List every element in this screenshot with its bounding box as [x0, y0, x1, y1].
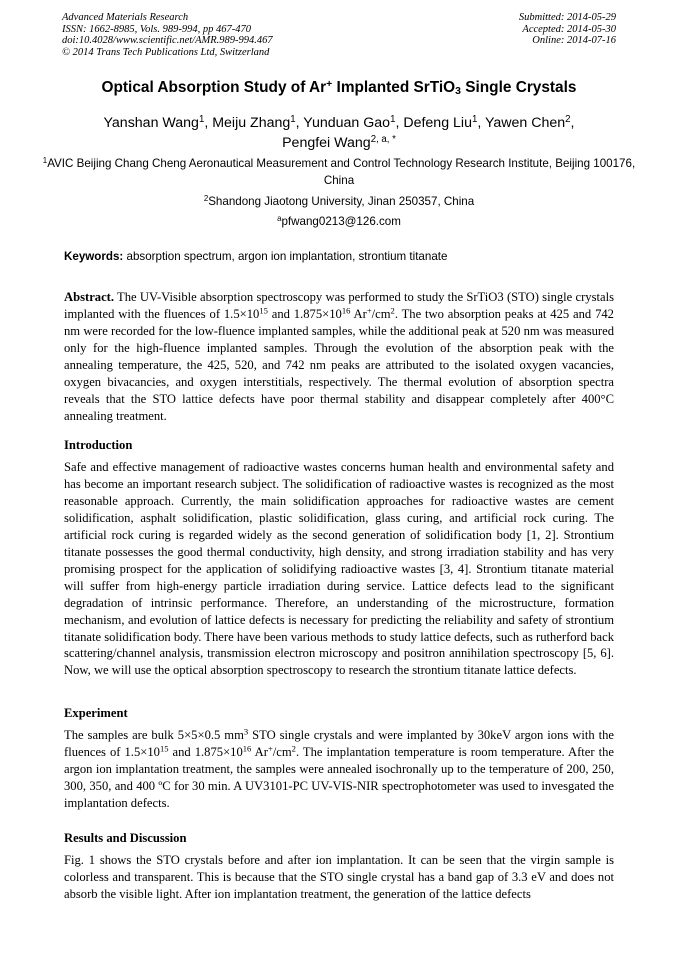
- dates-header: [519, 12, 616, 47]
- experiment-text: and 1.875×10: [168, 744, 243, 759]
- online-date: Online: 2014-07-16: [532, 35, 616, 46]
- title-subscript: 3: [455, 86, 461, 98]
- author-name: Meiju Zhang: [212, 115, 291, 131]
- author-separator: ,: [295, 115, 304, 131]
- author-affiliation-mark: 2: [565, 114, 571, 126]
- author: [303, 115, 403, 131]
- affiliation-mark: 1: [42, 156, 48, 166]
- exponent: 2: [291, 743, 296, 754]
- abstract-text: . The two absorption peaks at 425 and 742 nm were recorded for the low-fluence implanted samples, while the additional peak at 520 nm was measured only for the high-fluence implanted samples. Through the evolution of the absorption peak with the annealing temperature, the 425, 520, and 742 nm peaks are attributed to the isolated oxygen vacancies, oxygen bivacancies, and oxygen interstitials, respectively. The thermal evolution of absorption spectra reveals that the STO lattice defects have poor thermal stability and disappear completely after 400°C annealing treatment.: [64, 306, 614, 423]
- title-part: Optical Absorption Study of Ar: [101, 79, 327, 96]
- title-part: Single Crystals: [460, 79, 577, 96]
- exponent: 16: [341, 305, 351, 316]
- journal-header: [62, 12, 273, 58]
- author-affiliation-mark: 1: [390, 114, 396, 126]
- affiliation-mark: 2: [203, 194, 209, 204]
- author-separator: ,: [204, 115, 213, 131]
- submitted-date: Submitted: 2014-05-29: [518, 12, 616, 23]
- affiliation-text: AVIC Beijing Chang Cheng Aeronautical Measurement and Control Technology Research Institute, Beijing 100176, China: [47, 157, 636, 187]
- exponent: +: [366, 305, 372, 316]
- experiment-text: . The implantation temperature is room temperature. After the argon ion implantation treatment, the samples were annealed isochronally up to the temperature of 200, 250, 300, 350, and 400 ºC for 30 min. A UV3101-PC UV-VIS-NIR spectrophotometer was used to invesgated the implantation defects.: [64, 744, 614, 810]
- abstract-paragraph: [64, 289, 614, 425]
- results-heading: Results and Discussion: [64, 831, 187, 845]
- results-paragraph: Fig. 1 shows the STO crystals before and after ion implantation. It can be seen that the virgin sample is colorless and transparent. This is because that the STO single crystal has a band gap of 3.3 eV and does not absorb the visible light. After ion implantation treatment, the generation of the lattice defects: [64, 853, 614, 901]
- title-superscript: +: [326, 78, 333, 90]
- author-affiliation-mark: 2, a, *: [370, 134, 396, 146]
- author: [282, 135, 396, 151]
- keywords: [64, 249, 624, 265]
- author-separator: ,: [395, 115, 404, 131]
- keywords-text: absorption spectrum, argon ion implantation, strontium titanate: [123, 250, 448, 263]
- author: [403, 115, 485, 131]
- experiment-text: STO single crystals and were implanted by 30keV argon ions with the fluences of 1.5×10: [64, 728, 614, 759]
- abstract-text: Ar: [350, 306, 367, 321]
- abstract-text: and 1.875×10: [267, 306, 342, 321]
- author-name: Yawen Chen: [484, 115, 566, 131]
- experiment-heading: Experiment: [64, 706, 128, 720]
- exponent: 15: [159, 743, 169, 754]
- author: [485, 115, 575, 131]
- author-separator: ,: [570, 115, 575, 131]
- affiliation-2: [40, 194, 638, 211]
- exponent: 15: [259, 305, 268, 316]
- email-address[interactable]: pfwang0213@126.com: [281, 215, 401, 228]
- affiliation-text: Shandong Jiaotong University, Jinan 250357, China: [208, 195, 475, 208]
- journal-doi: doi:10.4028/www.scientific.net/AMR.989-994.467: [62, 35, 273, 46]
- affiliation-1: [40, 156, 638, 189]
- experiment-text: /cm: [272, 744, 292, 759]
- author-name: Yanshan Wang: [103, 115, 199, 131]
- author-affiliation-mark: 1: [198, 114, 205, 126]
- email-mark: a: [277, 214, 282, 224]
- journal-name: Advanced Materials Research: [62, 12, 189, 23]
- journal-copyright: © 2014 Trans Tech Publications Ltd, Switzerland: [62, 46, 270, 58]
- abstract-label: Abstract.: [64, 290, 115, 304]
- experiment-text: Ar: [251, 744, 268, 759]
- keywords-label: Keywords:: [64, 250, 124, 263]
- exponent: 16: [242, 743, 252, 754]
- title-part: Implanted SrTiO: [332, 79, 456, 96]
- author-name: Yunduan Gao: [303, 115, 391, 131]
- author-affiliation-mark: 1: [290, 114, 296, 126]
- accepted-date: Accepted: 2014-05-30: [522, 23, 616, 35]
- paper-title: [30, 79, 648, 97]
- author-email: [40, 214, 638, 231]
- author: [212, 115, 303, 131]
- author-name: Defeng Liu: [403, 115, 472, 131]
- author-name: Pengfei Wang: [282, 135, 371, 151]
- author: [104, 115, 213, 131]
- abstract-text: /cm: [371, 306, 391, 321]
- exponent: +: [267, 743, 273, 754]
- abstract-text: The UV-Visible absorption spectroscopy was performed to study the SrTiO3 (STO) single crystals implanted with the fluences of 1.5×10: [64, 290, 614, 321]
- introduction-paragraph: Safe and effective management of radioactive wastes concerns human health and environmental safety and has become an important research subject. The solidification of radioactive wastes is recognized as the most reasonable approach. Currently, the main solidification approaches for radioactive wastes are cement solidification, asphalt solidification, plastic solidification, glass curing, and artificial rock curing. The artificial rock curing is regarded widely as the second generation of solidification body [1, 2]. Strontium titanate possesses the good thermal conductivity, high density, and strong irradiation stability and has very promising prospect for the application of solidifying radioactive wastes [3, 4]. Strontium titanate material will suffer from high-energy particle irradiation during service. Lattice defects lead to the significant degradation of intrinsic performance. Therefore, an understanding of the microstructure, formation mechanism, and evolution of lattice defects is necessary for predicting the reliability and safety of strontium titanate solidification body. There have been various methods to study lattice defects, such as rutherford back scattering/channel analysis, transmission electron microscopy and positron annihilation spectroscopy [5, 6]. Now, we will use the optical absorption spectroscopy to research the strontium titanate lattice defects.: [64, 460, 614, 678]
- introduction-heading: Introduction: [64, 438, 133, 452]
- exponent: 2: [390, 305, 395, 316]
- experiment-paragraph: [64, 727, 614, 812]
- author-separator: ,: [477, 115, 485, 131]
- journal-issn: ISSN: 1662-8985, Vols. 989-994, pp 467-470: [62, 23, 251, 35]
- author-affiliation-mark: 1: [471, 114, 478, 126]
- author-list: [40, 113, 638, 153]
- experiment-text: The samples are bulk 5×5×0.5 mm: [64, 728, 244, 742]
- exponent: 3: [243, 726, 249, 737]
